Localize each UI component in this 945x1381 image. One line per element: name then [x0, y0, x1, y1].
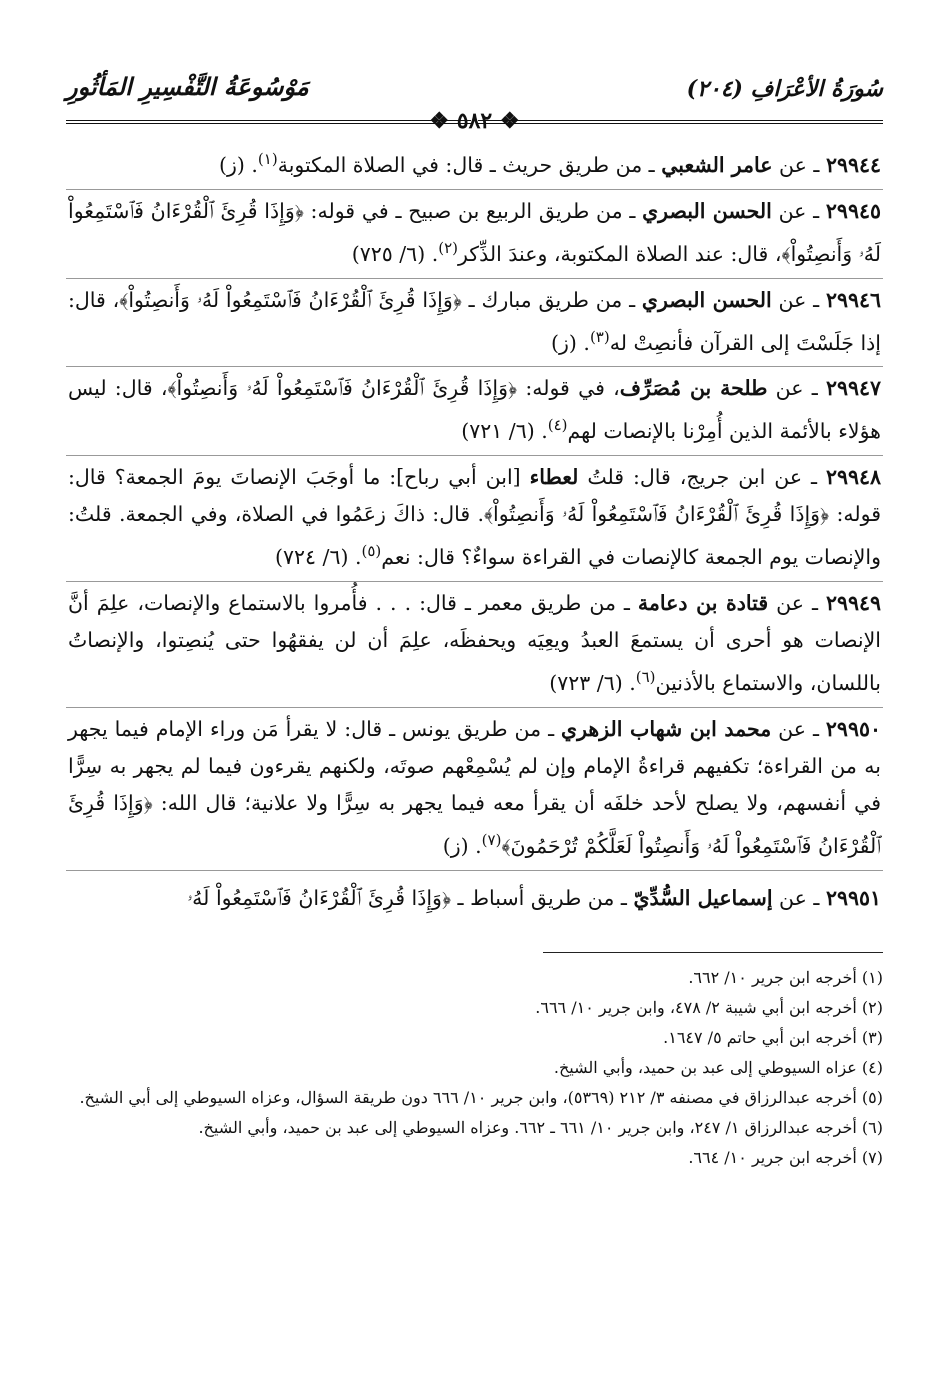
book-title: مَوْسُوعَةُ التَّفْسِيرِ المَأثُورِ: [66, 72, 309, 101]
narration-paragraph: [66, 708, 883, 871]
source-ref: . (٦/ ٧٢٤): [274, 545, 362, 570]
narration-number: ٢٩٩٤٩: [825, 591, 881, 616]
narration-text: ـ من طريق حريث ـ قال: في الصلاة المكتوبة: [277, 152, 662, 177]
narration-number: ٢٩٩٤٧: [825, 376, 881, 401]
footnote: (٦) أخرجه عبدالرزاق ١/ ٢٤٧، وابن جرير ١٠/ ٦٦١ ـ ٦٦٢. وعزاه السيوطي إلى عبد بن حميد، وأبي الشيخ.: [198, 1117, 883, 1137]
source-ref: . (٦/ ٧٢١): [461, 419, 548, 444]
source-ref: . (٦/ ٧٢٣): [549, 670, 636, 695]
narration-text: ـ من طريق يونس ـ قال: لا يقرأ مَن وراء الإمام فيما يجهر به من القراءة؛ تكفيهم قراءةُ الإمام وإن لم يُسْمِعْهم صوتَه، ولكنهم يقرءون فيما لم يجهر به سِرًّا في أنفسهم، ولا يصلح لأحد خلفَه أن يقرأ معه فيما يجهر به سِرًّا ولا علانية؛ قال الله: ﴿وَإِذَا قُرِئَ ٱلْقُرْءَانُ فَٱسْتَمِعُواْ لَهُۥ وَأَنصِتُواْ لَعَلَّكُمْ تُرْحَمُونَ﴾: [68, 716, 881, 858]
footnote: (٤) عزاه السيوطي إلى عبد بن حميد، وأبي الشيخ.: [553, 1057, 883, 1077]
rule-right: [478, 120, 883, 124]
narration-text: ـ من طريق مبارك ـ ﴿وَإِذَا قُرِئَ ٱلْقُرْءَانُ فَٱسْتَمِعُواْ لَهُۥ وَأَنصِتُواْ﴾، قال: إذا جَلَسْتَ إلى القرآن فأنصِتْ له: [68, 287, 881, 355]
running-header: [66, 60, 883, 106]
narration-text: [ابن أبي رباح]: ما أوجَبَ الإنصاتَ يومَ الجمعة؟ قال: قوله: ﴿وَإِذَا قُرِئَ ٱلْقُرْءَانُ فَٱسْتَمِعُواْ لَهُۥ وَأَنصِتُواْ﴾. قال: ذاكَ زعَمُوا في الصلاة، وفي الجمعة. قلتُ: والإنصات يوم الجمعة كالإنصات في القراءة سواءٌ؟ قال: نعم: [68, 465, 881, 570]
narration-number: ٢٩٩٥١: [825, 885, 881, 910]
footnote: (٢) أخرجه ابن أبي شيبة ٢/ ٤٧٨، وابن جرير ١٠/ ٦٦٦.: [535, 997, 883, 1017]
narration-paragraph: [66, 367, 883, 456]
narration-paragraph: [66, 138, 883, 190]
footnote-ref: (٦): [635, 668, 656, 687]
narration-number: ٢٩٩٤٨: [825, 465, 881, 490]
header-rule: [66, 108, 883, 134]
narration-text: ، في قوله: ﴿وَإِذَا قُرِئَ ٱلْقُرْءَانُ فَٱسْتَمِعُواْ لَهُۥ وَأَنصِتُواْ﴾، قال: ليس هؤلاء بالأئمة الذين أُمِرْنا بالإنصات لهم: [68, 376, 881, 444]
narrator-name: قتادة بن دعامة: [637, 591, 769, 616]
narration-text: ـ من طريق الربيع بن صبيح ـ في قوله: ﴿وَإِذَا قُرِئَ ٱلْقُرْءَانُ فَٱسْتَمِعُواْ لَهُۥ وَأَنصِتُواْ﴾، قال: عند الصلاة المكتوبة، وعندَ الذِّكر: [68, 198, 881, 266]
footnote-ref: (١): [257, 150, 278, 168]
footnote-ref: (٣): [589, 327, 610, 346]
narration-number: ٢٩٩٤٥: [825, 198, 881, 223]
narrator-name: محمد ابن شهاب الزهري: [561, 716, 772, 741]
narrator-name: إسماعيل السُّدِّيّ: [633, 885, 773, 910]
source-ref: . (ز): [442, 833, 482, 858]
rule-left: [66, 120, 471, 124]
footnote: (٥) أخرجه عبدالرزاق في مصنفه ٣/ ٢١٢ (٥٣٦٩)، وابن جرير ١٠/ ٦٦٦ دون طريقة السؤال، وعزاه السيوطي إلى أبي الشيخ.: [79, 1087, 883, 1107]
narration-number: ٢٩٩٥٠: [825, 716, 881, 741]
footnote-ref: (٥): [361, 542, 382, 561]
source-ref: . (ز): [218, 152, 258, 177]
narration-paragraph: [66, 456, 883, 582]
main-text: [66, 138, 883, 922]
narration-paragraph: [66, 582, 883, 708]
sura-title: سُورَةُ الأعْرَافِ (٢٠٤): [686, 76, 883, 102]
narration-text: ـ عن: [772, 885, 826, 910]
narration-text: ـ من طريق أسباط ـ ﴿وَإِذَا قُرِئَ ٱلْقُرْءَانُ فَٱسْتَمِعُواْ لَهُۥ: [187, 885, 634, 910]
footnote: (١) أخرجه ابن جرير ١٠/ ٦٦٢.: [688, 967, 883, 987]
source-ref: . (٦/ ٧٢٥): [351, 241, 439, 266]
footnotes: [66, 963, 883, 1172]
narrator-name: عامر الشعبي: [661, 152, 773, 177]
page-number: ❖ ٥٨٢ ❖: [429, 108, 520, 134]
narration-paragraph: [66, 190, 883, 279]
page-number-value: ٥٨٢: [456, 108, 493, 134]
narration-text: ـ عن: [768, 591, 826, 616]
narration-paragraph: [66, 279, 883, 368]
footnote-ref: (٤): [547, 416, 568, 435]
narration-text: ـ عن: [771, 716, 826, 741]
narration-text: ـ عن: [772, 152, 826, 177]
footnote-ref: (٧): [481, 830, 502, 849]
footnote-separator: [543, 952, 883, 953]
narration-number: ٢٩٩٤٦: [825, 287, 881, 312]
narrator-name: الحسن البصري: [641, 287, 772, 312]
narration-text: ـ عن ابن جريج، قال: قلتُ: [578, 465, 826, 490]
narrator-name: طلحة بن مُصَرِّف: [619, 376, 768, 401]
narration-number: ٢٩٩٤٤: [825, 152, 881, 177]
narration-text: ـ عن: [771, 287, 826, 312]
narration-text: ـ من طريق معمر ـ قال: . . . فأُمروا بالاستماع والإنصات، علِمَ أنَّ الإنصات هو أحرى أن يستمعَ العبدُ ويعِيَه ويحفظَه، علِمَ أن لن يفقهُوا حتى يُنصِتوا، والإنصاتُ باللسان، والاستماع بالأذنين: [68, 591, 881, 695]
footnote: (٣) أخرجه ابن أبي حاتم ٥/ ١٦٤٧.: [663, 1027, 883, 1047]
narration-text: ـ عن: [767, 376, 826, 401]
narration-text: ـ عن: [771, 198, 826, 223]
narration-paragraph: [66, 871, 883, 922]
source-ref: . (ز): [551, 330, 590, 355]
footnote: (٧) أخرجه ابن جرير ١٠/ ٦٦٤.: [688, 1147, 883, 1167]
footnote-ref: (٢): [438, 238, 458, 257]
narrator-name: الحسن البصري: [642, 198, 772, 223]
narrator-name: لعطاء: [529, 465, 579, 490]
